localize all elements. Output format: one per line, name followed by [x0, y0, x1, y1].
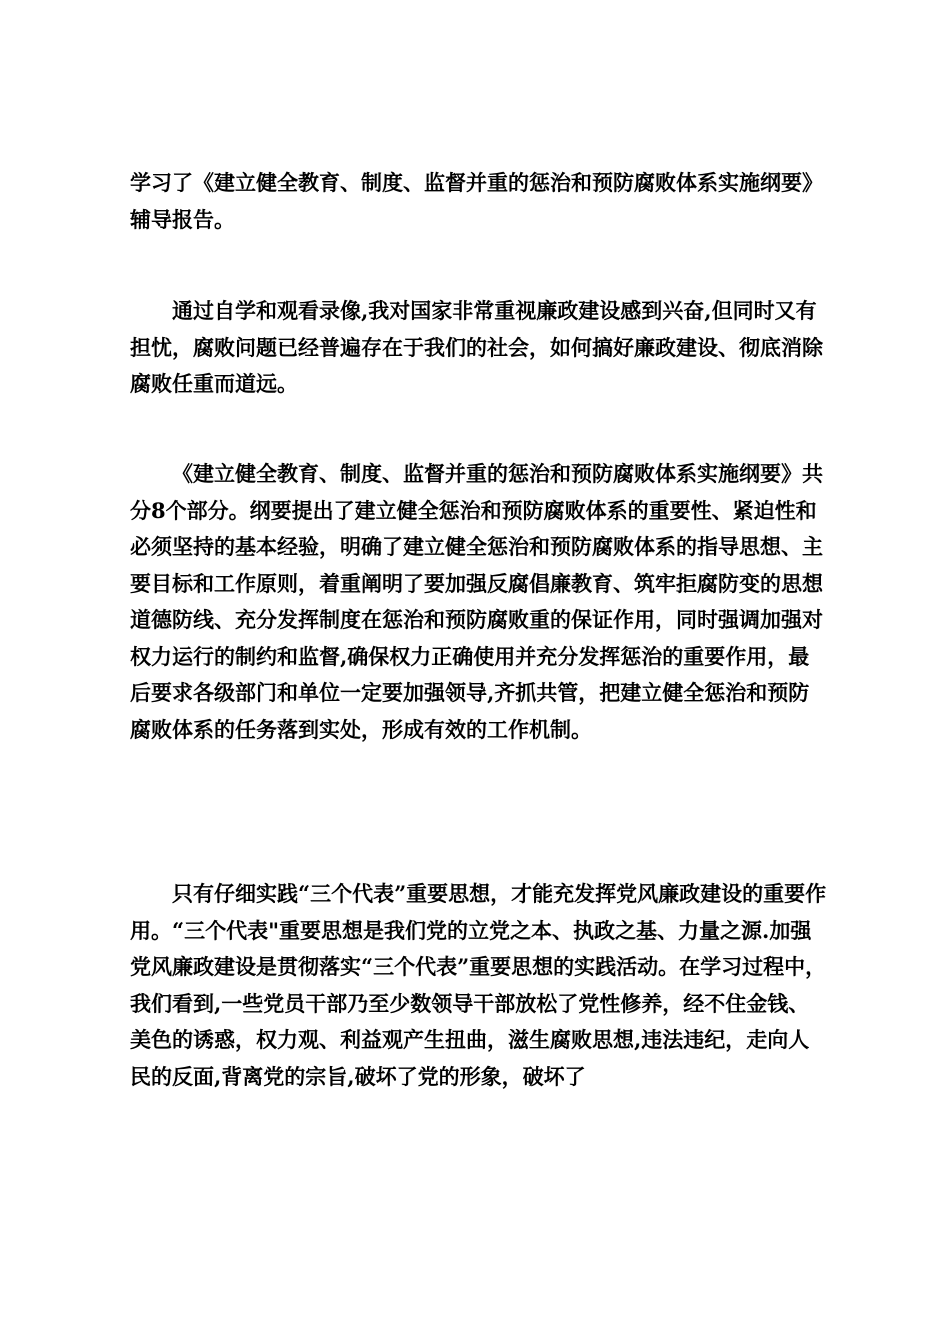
paragraph-outline-summary — [130, 456, 830, 748]
paragraph-text: 学习了《建立健全教育、制度、监督并重的惩治和预防腐败体系实施纲要》辅导报告。 — [130, 170, 823, 232]
paragraph-text: 《建立健全教育、制度、监督并重的惩治和预防腐败体系实施纲要》共分8个部分。纲要提出了建立健全惩治和预防腐败体系的重要性、紧迫性和必须坚持的基本经验，明确了建立健全惩治和预防腐败体系的指导思想、主要目标和工作原则，着重阐明了要加强反腐倡廉教育、筑牢拒腐防变的思想道德防线、充分发挥制度在惩治和预防腐败重的保证作用，同时强调加强对权力运行的制约和监督,确保权力正确使用并充分发挥惩治的重要作用，最后要求各级部门和单位一定要加强领导,齐抓共管，把建立健全惩治和预防腐败体系的任务落到实处，形成有效的工作机制。 — [130, 461, 823, 742]
paragraph-text: 通过自学和观看录像,我对国家非常重视廉政建设感到兴奋,但同时又有担忧，腐败问题已经普遍存在于我们的社会，如何搞好廉政建设、彻底消除腐败任重而道远。 — [130, 298, 823, 396]
paragraph-self-study-reflection — [130, 293, 830, 403]
paragraph-three-represents — [130, 876, 830, 1095]
paragraph-text: 只有仔细实践“三个代表”重要思想，才能充发挥党风廉政建设的重要作用。“三个代表"重要思想是我们党的立党之本、执政之基、力量之源.加强党风廉政建设是贯彻落实“三个代表”重要思想的实践活动。在学习过程中，我们看到,一些党员干部乃至少数领导干部放松了党性修养，经不住金钱、美色的诱惑，权力观、利益观产生扭曲，滋生腐败思想,违法违纪，走向人民的反面,背离党的宗旨,破坏了党的形象，破坏了 — [130, 881, 827, 1089]
paragraph-study-report — [130, 165, 830, 238]
